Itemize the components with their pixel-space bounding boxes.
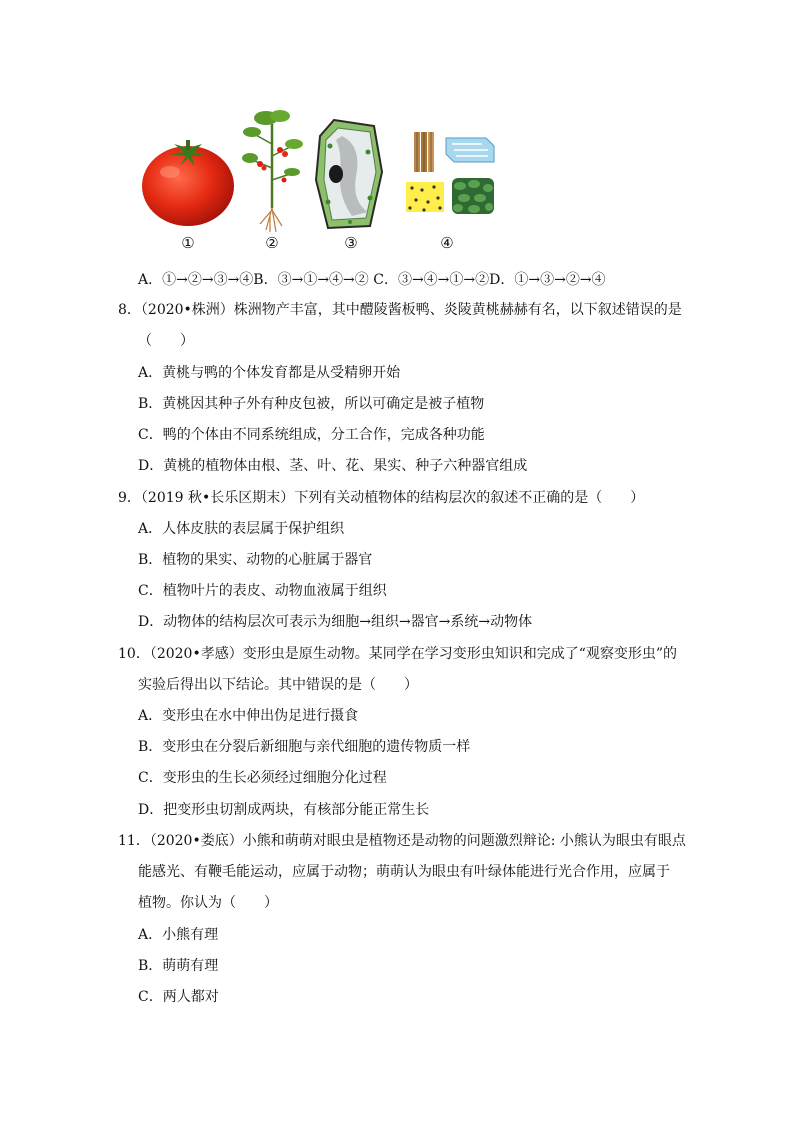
q11-stem-line3: 植物。你认为（ ）	[138, 895, 278, 911]
q11-option-a: A．小熊有理	[138, 927, 219, 943]
q11-option-c: C．两人都对	[138, 989, 219, 1005]
q10-stem-line1: 10．（2020•孝感）变形虫是原生动物。某同学在学习变形虫知识和完成了“观察变形虫”的	[118, 646, 678, 662]
q8-stem-line1: 8．（2020•株洲）株洲物产丰富，其中醴陵酱板鸭、炎陵黄桃赫赫有名，以下叙述错误的是	[118, 302, 682, 318]
q10-stem-line2: 实验后得出以下结论。其中错误的是（ ）	[138, 677, 418, 693]
q9-option-b: B．植物的果实、动物的心脏属于器官	[138, 552, 373, 568]
figure-label-1: ①	[181, 234, 195, 252]
q11-stem-line2: 能感光、有鞭毛能运动，应属于动物；萌萌认为眼虫有叶绿体能进行光合作用，应属于	[138, 864, 670, 880]
figure-label-3: ③	[344, 234, 358, 252]
q9-option-d: D．动物体的结构层次可表示为细胞→组织→器官→系统→动物体	[138, 614, 533, 630]
q10-option-d: D．把变形虫切割成两块，有核部分能正常生长	[138, 802, 430, 818]
plant-cell-image	[312, 116, 384, 232]
q10-option-c: C．变形虫的生长必须经过细胞分化过程	[138, 770, 387, 786]
q9-stem-line1: 9．（2019 秋•长乐区期末）下列有关动植物体的结构层次的叙述不正确的是（ ）	[118, 490, 645, 506]
q8-option-b: B．黄桃因其种子外有种皮包被，所以可确定是被子植物	[138, 396, 485, 412]
figure-row	[0, 100, 794, 260]
q8-stem-line2: （ ）	[138, 333, 194, 349]
plant-tissues-image	[402, 130, 498, 220]
tomato-fruit-image	[140, 134, 236, 230]
q10-option-b: B．变形虫在分裂后新细胞与亲代细胞的遗传物质一样	[138, 739, 471, 755]
q11-stem-line1: 11．（2020•娄底）小熊和萌萌对眼虫是植物还是动物的问题激烈辩论: 小熊认为眼虫有眼点	[118, 833, 686, 849]
tomato-plant-image	[240, 104, 304, 234]
q7-options: A．①→②→③→④B．③→①→④→② C．③→④→①→②D．①→③→②→④	[138, 272, 606, 288]
q8-option-c: C．鸭的个体由不同系统组成，分工合作，完成各种功能	[138, 427, 485, 443]
figure-label-4: ④	[440, 234, 454, 252]
q9-option-c: C．植物叶片的表皮、动物血液属于组织	[138, 583, 387, 599]
q11-option-b: B．萌萌有理	[138, 958, 219, 974]
q10-option-a: A．变形虫在水中伸出伪足进行摄食	[138, 708, 359, 724]
q8-option-a: A．黄桃与鸭的个体发育都是从受精卵开始	[138, 365, 401, 381]
figure-label-2: ②	[265, 234, 279, 252]
q9-option-a: A．人体皮肤的表层属于保护组织	[138, 521, 345, 537]
q8-option-d: D．黄桃的植物体由根、茎、叶、花、果实、种子六种器官组成	[138, 458, 528, 474]
